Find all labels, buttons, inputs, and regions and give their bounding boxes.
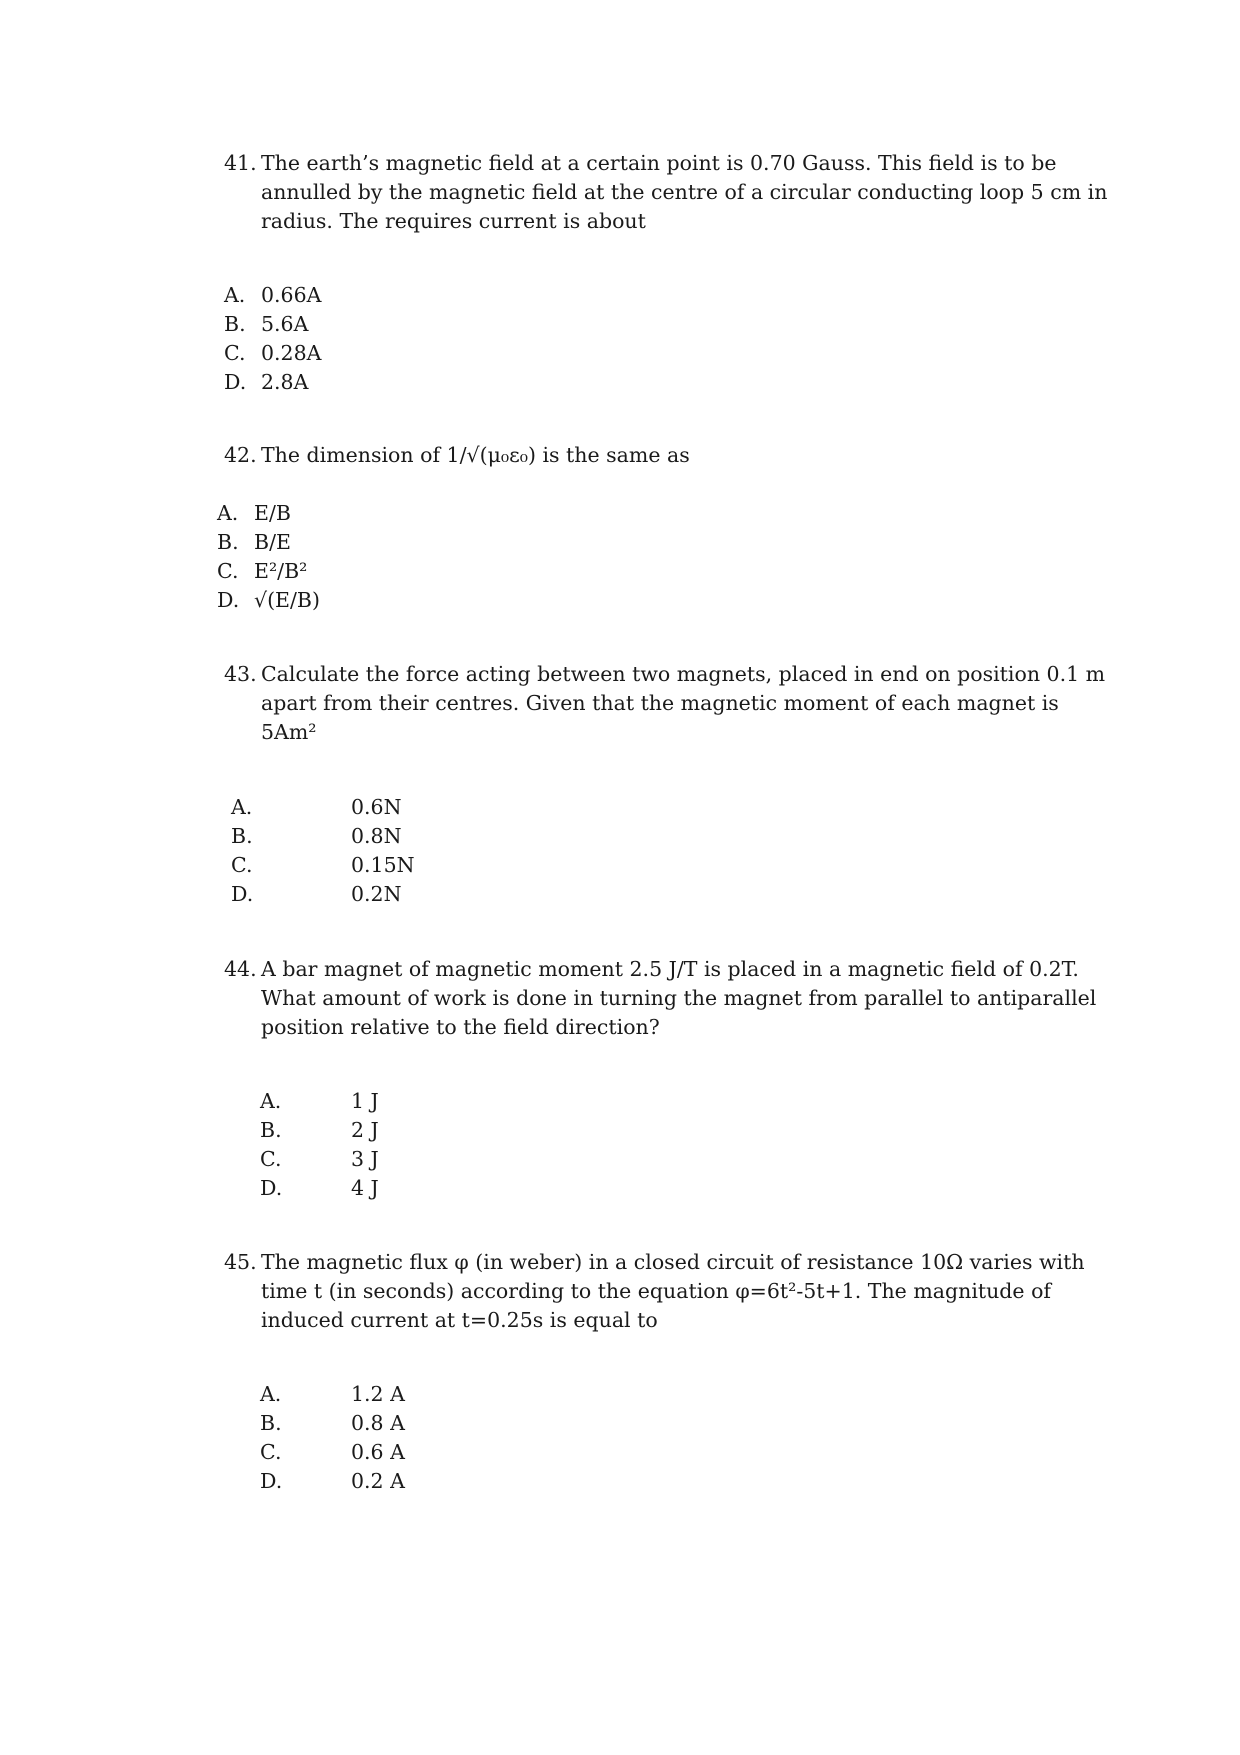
option-letter: D.: [231, 882, 254, 906]
option-letter: D.: [260, 1176, 283, 1200]
option-value: 0.6 A: [351, 1440, 405, 1464]
option-value: 0.2 A: [351, 1469, 405, 1493]
option-letter: D.: [224, 370, 247, 394]
option-value: 0.28A: [261, 341, 322, 365]
option-value: √(E/B): [254, 588, 320, 612]
option-letter: D.: [217, 588, 240, 612]
question-text: The earth’s magnetic field at a certain point is 0.70 Gauss. This field is to be annulled by the magnetic field at the centre of a circular conducting loop 5 cm in radius. The requires current is about: [261, 151, 1108, 233]
question-number: 45.: [224, 1250, 257, 1274]
option-letter: C.: [260, 1147, 282, 1171]
option-value: 2 J: [351, 1118, 379, 1142]
question-text: The magnetic flux φ (in weber) in a closed circuit of resistance 10Ω varies with time t (in seconds) according to the equation φ=6t²-5t+1. The magnitude of induced current at t=0.25s is equal to: [261, 1250, 1085, 1332]
question-number: 41.: [224, 151, 257, 175]
option-value: E/B: [254, 501, 291, 525]
option-letter: C.: [224, 341, 246, 365]
option-value: B/E: [254, 530, 291, 554]
option-letter: B.: [260, 1411, 282, 1435]
option-value: 0.8 A: [351, 1411, 405, 1435]
option-letter: A.: [217, 501, 239, 525]
option-letter: C.: [260, 1440, 282, 1464]
option-letter: C.: [217, 559, 239, 583]
question-number: 43.: [224, 662, 257, 686]
option-letter: B.: [224, 312, 246, 336]
question-text: A bar magnet of magnetic moment 2.5 J/T is placed in a magnetic field of 0.2T. What amount of work is done in turning the magnet from parallel to antiparallel position relative to the field direction?: [261, 957, 1097, 1039]
option-letter: B.: [231, 824, 253, 848]
question-text: The dimension of 1/√(μ₀ε₀) is the same as: [261, 443, 690, 467]
option-letter: B.: [217, 530, 239, 554]
option-value: 5.6A: [261, 312, 309, 336]
option-value: 1 J: [351, 1089, 379, 1113]
option-value: 0.15N: [351, 853, 415, 877]
option-value: 4 J: [351, 1176, 379, 1200]
option-value: 0.66A: [261, 283, 322, 307]
option-letter: B.: [260, 1118, 282, 1142]
option-value: 0.6N: [351, 795, 402, 819]
option-letter: C.: [231, 853, 253, 877]
option-value: E²/B²: [254, 559, 308, 583]
option-value: 2.8A: [261, 370, 309, 394]
option-letter: D.: [260, 1469, 283, 1493]
question-number: 44.: [224, 957, 257, 981]
option-letter: A.: [260, 1089, 282, 1113]
option-letter: A.: [231, 795, 253, 819]
option-value: 3 J: [351, 1147, 379, 1171]
option-letter: A.: [224, 283, 246, 307]
question-text: Calculate the force acting between two magnets, placed in end on position 0.1 m apart from their centres. Given that the magnetic moment of each magnet is 5Am²: [261, 662, 1106, 744]
question-number: 42.: [224, 443, 257, 467]
option-value: 0.8N: [351, 824, 402, 848]
option-value: 1.2 A: [351, 1382, 405, 1406]
option-value: 0.2N: [351, 882, 402, 906]
option-letter: A.: [260, 1382, 282, 1406]
